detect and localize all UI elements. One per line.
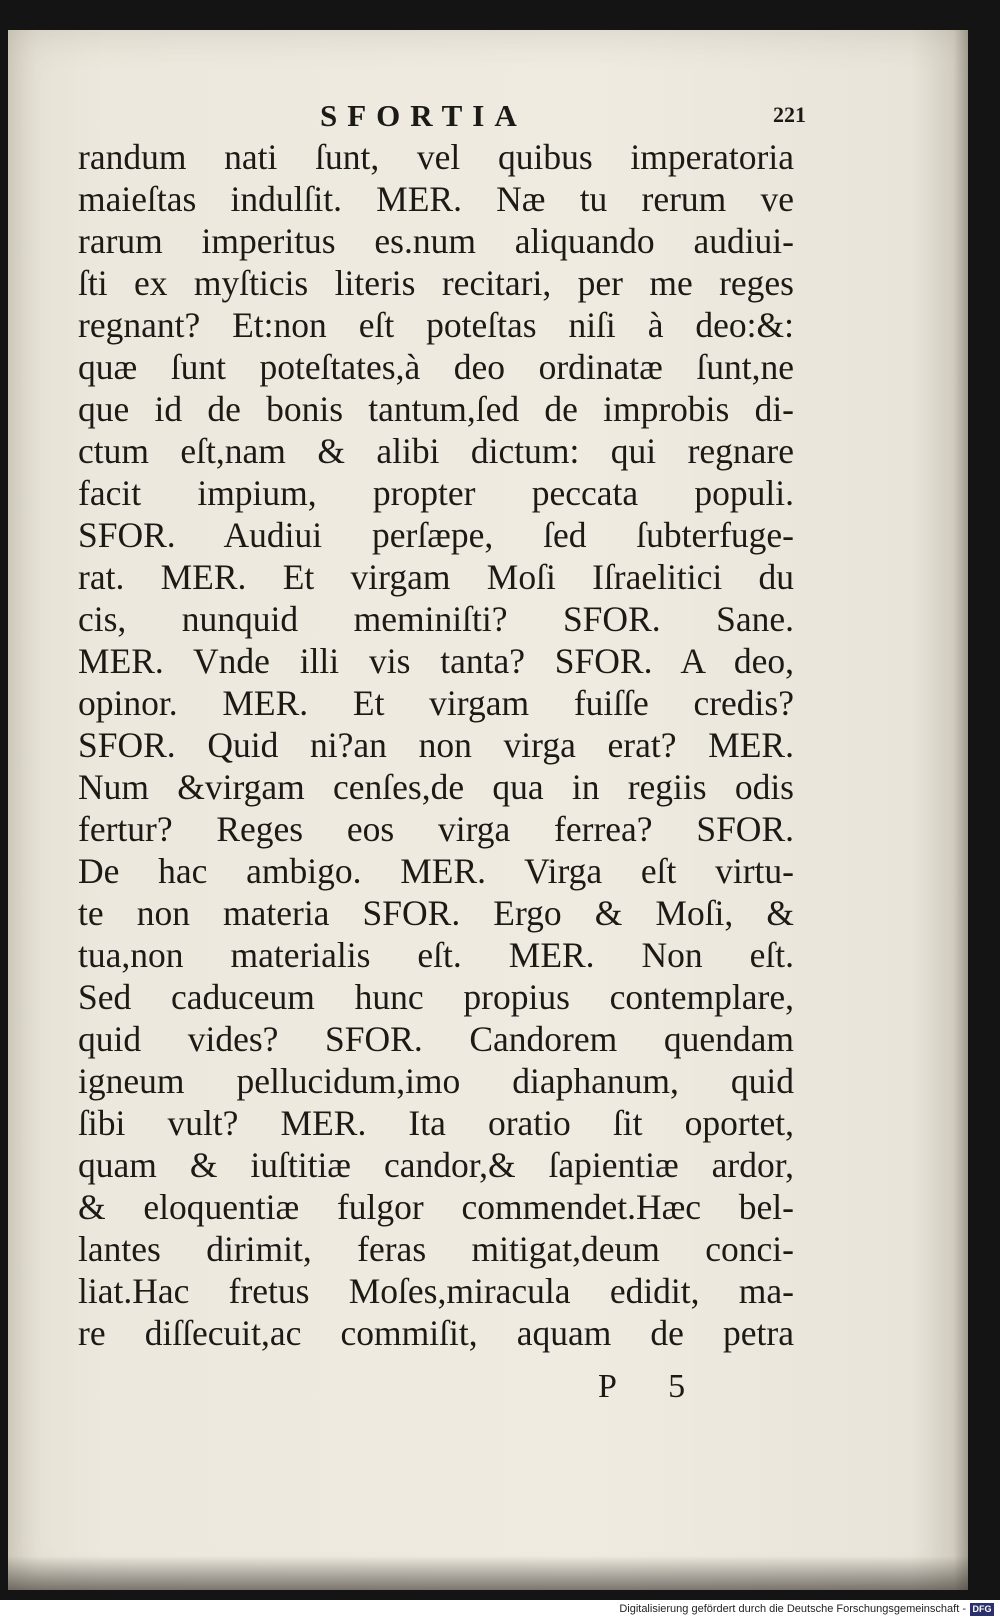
text-line: quid vides? SFOR. Candorem quendam <box>78 1019 794 1059</box>
text-line: quæ ſunt poteſtates,à deo ordinatæ ſunt,ne <box>78 347 794 387</box>
text-line: De hac ambigo. MER. Virga eſt virtu- <box>78 851 794 891</box>
text-line: re diſſecuit,ac commiſit, aquam de petra <box>78 1313 794 1353</box>
text-line: Sed caduceum hunc propius contemplare, <box>78 977 794 1017</box>
running-head <box>8 98 968 138</box>
text-line: maieſtas indulſit. MER. Næ tu rerum ve <box>78 179 794 219</box>
text-line: liat.Hac fretus Moſes,miracula edidit, ma- <box>78 1271 794 1311</box>
text-line: tua,non materialis eſt. MER. Non eſt. <box>78 935 794 975</box>
text-line: igneum pellucidum,imo diaphanum, quid <box>78 1061 794 1101</box>
digitization-credit: Digitalisierung gefördert durch die Deutsche Forschungsgemeinschaft - <box>619 1603 966 1615</box>
text-line: rarum imperitus es.num aliquando audiui- <box>78 221 794 261</box>
text-line: ctum eſt,nam & alibi dictum: qui regnare <box>78 431 794 471</box>
text-line: Num &virgam cenſes,de qua in regiis odis <box>78 767 794 807</box>
signature-mark: P 5 <box>598 1368 708 1405</box>
text-line: rat. MER. Et virgam Moſi Iſraelitici du <box>78 557 794 597</box>
running-title: SFORTIA <box>320 98 527 133</box>
text-line: que id de bonis tantum,ſed de improbis di- <box>78 389 794 429</box>
text-line: ſti ex myſticis literis recitari, per me reges <box>78 263 794 303</box>
text-line: fertur? Reges eos virga ferrea? SFOR. <box>78 809 794 849</box>
dfg-logo: DFG <box>970 1603 994 1616</box>
text-line: MER. Vnde illi vis tanta? SFOR. A deo, <box>78 641 794 681</box>
text-line: randum nati ſunt, vel quibus imperatoria <box>78 137 794 177</box>
text-line: quam & iuſtitiæ candor,& ſapientiæ ardor, <box>78 1145 794 1185</box>
text-line: te non materia SFOR. Ergo & Moſi, & <box>78 893 794 933</box>
text-line: facit impium, propter peccata populi. <box>78 473 794 513</box>
body-text <box>78 136 794 1354</box>
footer-bar <box>0 1600 1000 1622</box>
text-line: lantes dirimit, feras mitigat,deum conci- <box>78 1229 794 1269</box>
page-edge-shadow <box>954 30 968 1590</box>
text-line: & eloquentiæ fulgor commendet.Hæc bel- <box>78 1187 794 1227</box>
text-line: regnant? Et:non eſt poteſtas niſi à deo:&: <box>78 305 794 345</box>
text-line: SFOR. Quid ni?an non virga erat? MER. <box>78 725 794 765</box>
book-page <box>8 30 968 1590</box>
text-line: cis, nunquid meminiſti? SFOR. Sane. <box>78 599 794 639</box>
text-line: ſibi vult? MER. Ita oratio ſit oportet, <box>78 1103 794 1143</box>
text-line: opinor. MER. Et virgam fuiſſe credis? <box>78 683 794 723</box>
page-bottom-shadow <box>8 1556 968 1590</box>
page-number: 221 <box>773 102 806 127</box>
text-line: SFOR. Audiui perſæpe, ſed ſubterfuge- <box>78 515 794 555</box>
